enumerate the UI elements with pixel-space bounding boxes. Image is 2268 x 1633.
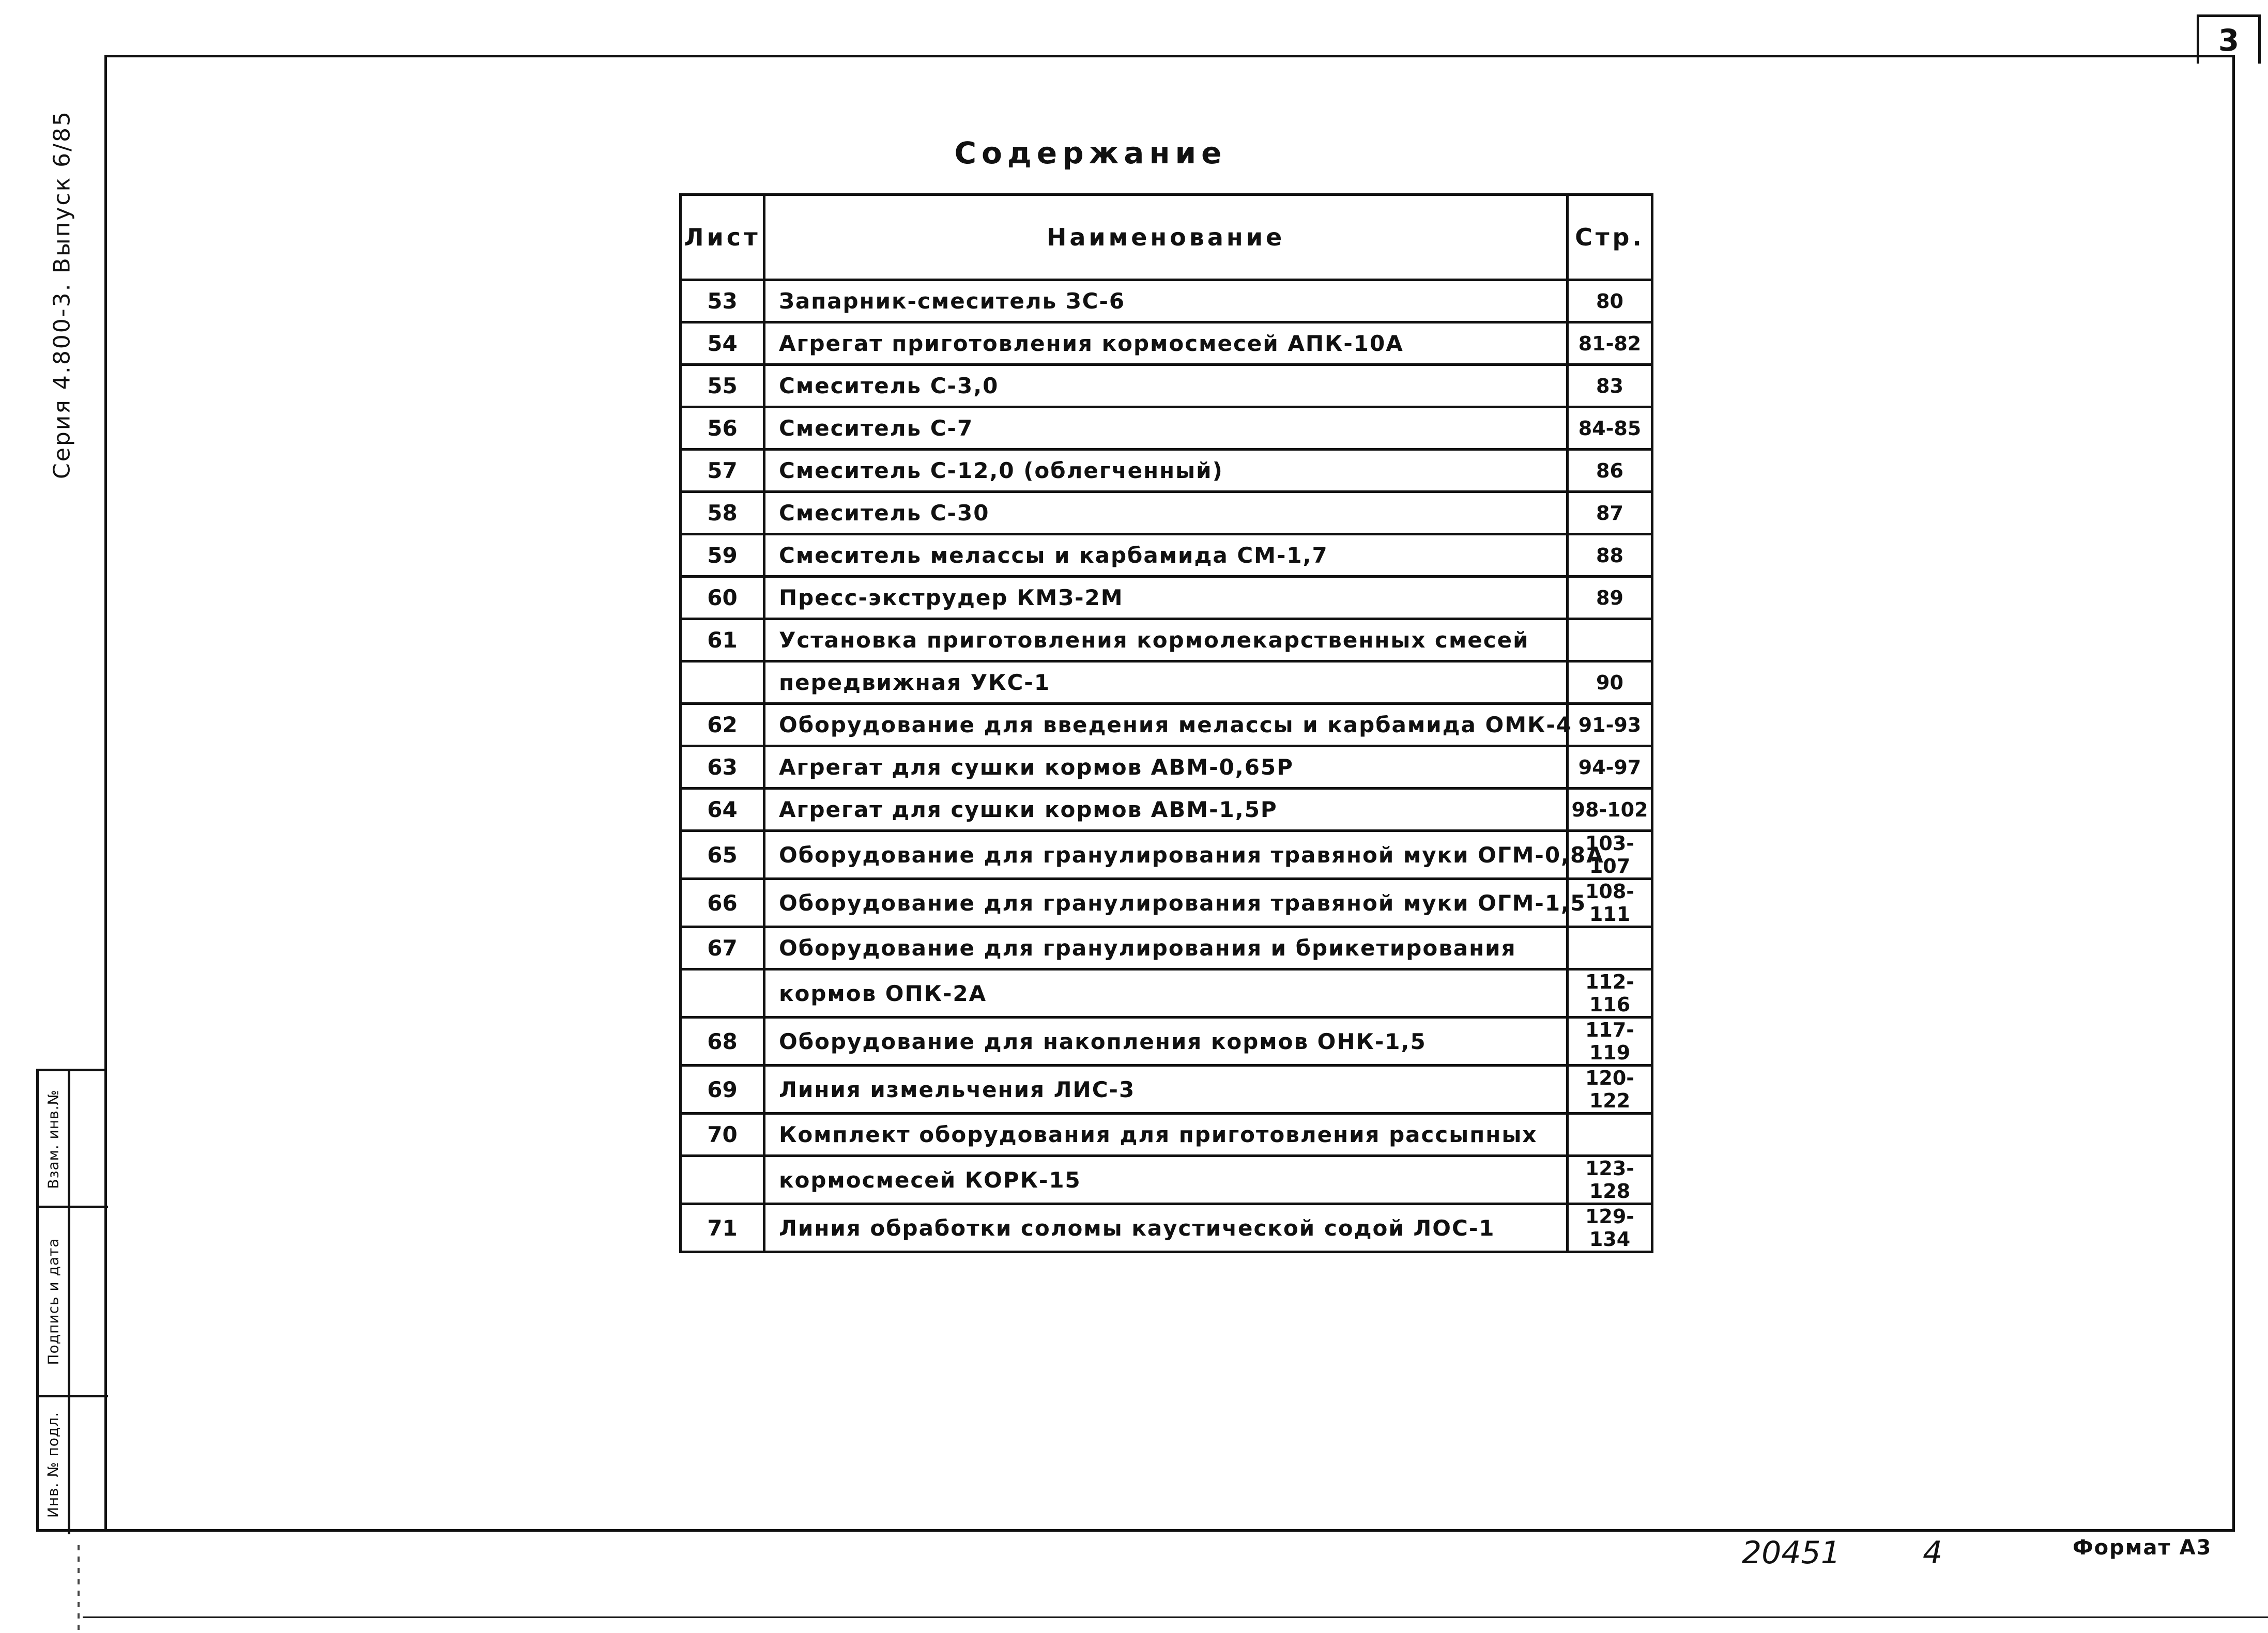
- cell-page: 80: [1568, 280, 1652, 322]
- page-number: 3: [2197, 14, 2261, 64]
- cell-page: 103-107: [1568, 831, 1652, 879]
- cell-name: Смеситель С-3,0: [764, 365, 1568, 407]
- header-name: Наименование: [764, 195, 1568, 280]
- table-row: [681, 704, 1652, 746]
- series-text: Серия 4.800-3. Выпуск 6/85: [49, 110, 75, 479]
- cell-page: 81-82: [1568, 322, 1652, 365]
- cell-name: кормосмесей КОРК-15: [764, 1156, 1568, 1204]
- cell-page: 83: [1568, 365, 1652, 407]
- table-row: [681, 1114, 1652, 1156]
- cell-sheet: 71: [681, 1204, 764, 1252]
- table-row: [681, 365, 1652, 407]
- cell-sheet: [681, 1156, 764, 1204]
- cell-page: 120-122: [1568, 1066, 1652, 1114]
- cell-name: Оборудование для накопления кормов ОНК-1,5: [764, 1018, 1568, 1066]
- table-row: [681, 831, 1652, 879]
- header-sheet: Лист: [681, 195, 764, 280]
- stamp-podpis-data-label: Подпись и дата: [44, 1238, 62, 1365]
- side-series-label: [31, 98, 93, 491]
- cell-name: Оборудование для введения мелассы и карбамида ОМК-4: [764, 704, 1568, 746]
- table-row: [681, 619, 1652, 661]
- cell-page: 90: [1568, 661, 1652, 704]
- cell-name: Агрегат для сушки кормов АВМ-1,5Р: [764, 789, 1568, 831]
- cell-name: Смеситель мелассы и карбамида СМ-1,7: [764, 534, 1568, 577]
- cell-sheet: 53: [681, 280, 764, 322]
- cell-sheet: 59: [681, 534, 764, 577]
- table-row: [681, 927, 1652, 969]
- cell-page: 89: [1568, 577, 1652, 619]
- cell-sheet: 64: [681, 789, 764, 831]
- left-stamp: [36, 1069, 105, 1532]
- cell-page: 88: [1568, 534, 1652, 577]
- cell-page: 117-119: [1568, 1018, 1652, 1066]
- cell-name: Комплект оборудования для приготовления рассыпных: [764, 1114, 1568, 1156]
- stamp-vzam-inv: [39, 1071, 68, 1207]
- cell-sheet: 54: [681, 322, 764, 365]
- cell-page: 86: [1568, 450, 1652, 492]
- table-row: [681, 450, 1652, 492]
- cell-name: Установка приготовления кормолекарственных смесей: [764, 619, 1568, 661]
- cell-sheet: 66: [681, 879, 764, 927]
- contents-table: [679, 193, 1653, 1253]
- cell-name: Оборудование для гранулирования травяной муки ОГМ-1,5: [764, 879, 1568, 927]
- table-header-row: [681, 195, 1652, 280]
- cell-sheet: 67: [681, 927, 764, 969]
- cell-name: Смеситель С-12,0 (облегченный): [764, 450, 1568, 492]
- table-row: [681, 1066, 1652, 1114]
- format-label: Формат А3: [2073, 1536, 2212, 1560]
- cell-sheet: 65: [681, 831, 764, 879]
- cell-page: 84-85: [1568, 407, 1652, 450]
- cell-page: [1568, 927, 1652, 969]
- cell-name: Агрегат для сушки кормов АВМ-0,65Р: [764, 746, 1568, 789]
- cell-name: Смеситель С-7: [764, 407, 1568, 450]
- cell-sheet: 60: [681, 577, 764, 619]
- cell-page: [1568, 1114, 1652, 1156]
- cell-name: Оборудование для гранулирования и брикетирования: [764, 927, 1568, 969]
- table-row: [681, 322, 1652, 365]
- trim-line: [83, 1616, 2268, 1618]
- page-title: Содержание: [954, 135, 1227, 171]
- archive-number: 20451: [1742, 1535, 1841, 1571]
- cell-sheet: 63: [681, 746, 764, 789]
- table-row: [681, 661, 1652, 704]
- table-row: [681, 492, 1652, 534]
- cell-sheet: 69: [681, 1066, 764, 1114]
- cut-line: [78, 1545, 80, 1633]
- cell-page: 112-116: [1568, 969, 1652, 1018]
- cell-sheet: 61: [681, 619, 764, 661]
- table-row: [681, 879, 1652, 927]
- cell-name: Агрегат приготовления кормосмесей АПК-10А: [764, 322, 1568, 365]
- cell-page: [1568, 619, 1652, 661]
- cell-page: 129-134: [1568, 1204, 1652, 1252]
- cell-sheet: [681, 969, 764, 1018]
- cell-name: Оборудование для гранулирования травяной муки ОГМ-0,8А: [764, 831, 1568, 879]
- cell-sheet: 57: [681, 450, 764, 492]
- cell-name: кормов ОПК-2А: [764, 969, 1568, 1018]
- table-row: [681, 577, 1652, 619]
- cell-sheet: 56: [681, 407, 764, 450]
- stamp-inv-podl: [39, 1397, 68, 1532]
- cell-sheet: 55: [681, 365, 764, 407]
- cell-name: Линия измельчения ЛИС-3: [764, 1066, 1568, 1114]
- header-page: Стр.: [1568, 195, 1652, 280]
- cell-sheet: 58: [681, 492, 764, 534]
- stamp-podpis-data: [39, 1208, 68, 1394]
- table-row: [681, 1018, 1652, 1066]
- cell-page: 108-111: [1568, 879, 1652, 927]
- cell-page: 123-128: [1568, 1156, 1652, 1204]
- stamp-inv-podl-label: Инв. № подл.: [44, 1411, 62, 1518]
- cell-name: Запарник-смеситель ЗС-6: [764, 280, 1568, 322]
- table-row: [681, 407, 1652, 450]
- cell-page: 98-102: [1568, 789, 1652, 831]
- table-row: [681, 280, 1652, 322]
- stamp-vzam-inv-label: Взам. инв.№: [44, 1089, 62, 1189]
- cell-name: Пресс-экструдер КМЗ-2М: [764, 577, 1568, 619]
- cell-page: 94-97: [1568, 746, 1652, 789]
- table-row: [681, 1156, 1652, 1204]
- cell-page: 91-93: [1568, 704, 1652, 746]
- cell-name: Смеситель С-30: [764, 492, 1568, 534]
- table-row: [681, 746, 1652, 789]
- cell-name: Линия обработки соломы каустической содой ЛОС-1: [764, 1204, 1568, 1252]
- table-row: [681, 969, 1652, 1018]
- cell-sheet: 62: [681, 704, 764, 746]
- table-row: [681, 534, 1652, 577]
- cell-page: 87: [1568, 492, 1652, 534]
- cell-name: передвижная УКС-1: [764, 661, 1568, 704]
- sheet-count: 4: [1923, 1535, 1943, 1571]
- cell-sheet: [681, 661, 764, 704]
- table-row: [681, 789, 1652, 831]
- table-row: [681, 1204, 1652, 1252]
- cell-sheet: 68: [681, 1018, 764, 1066]
- cell-sheet: 70: [681, 1114, 764, 1156]
